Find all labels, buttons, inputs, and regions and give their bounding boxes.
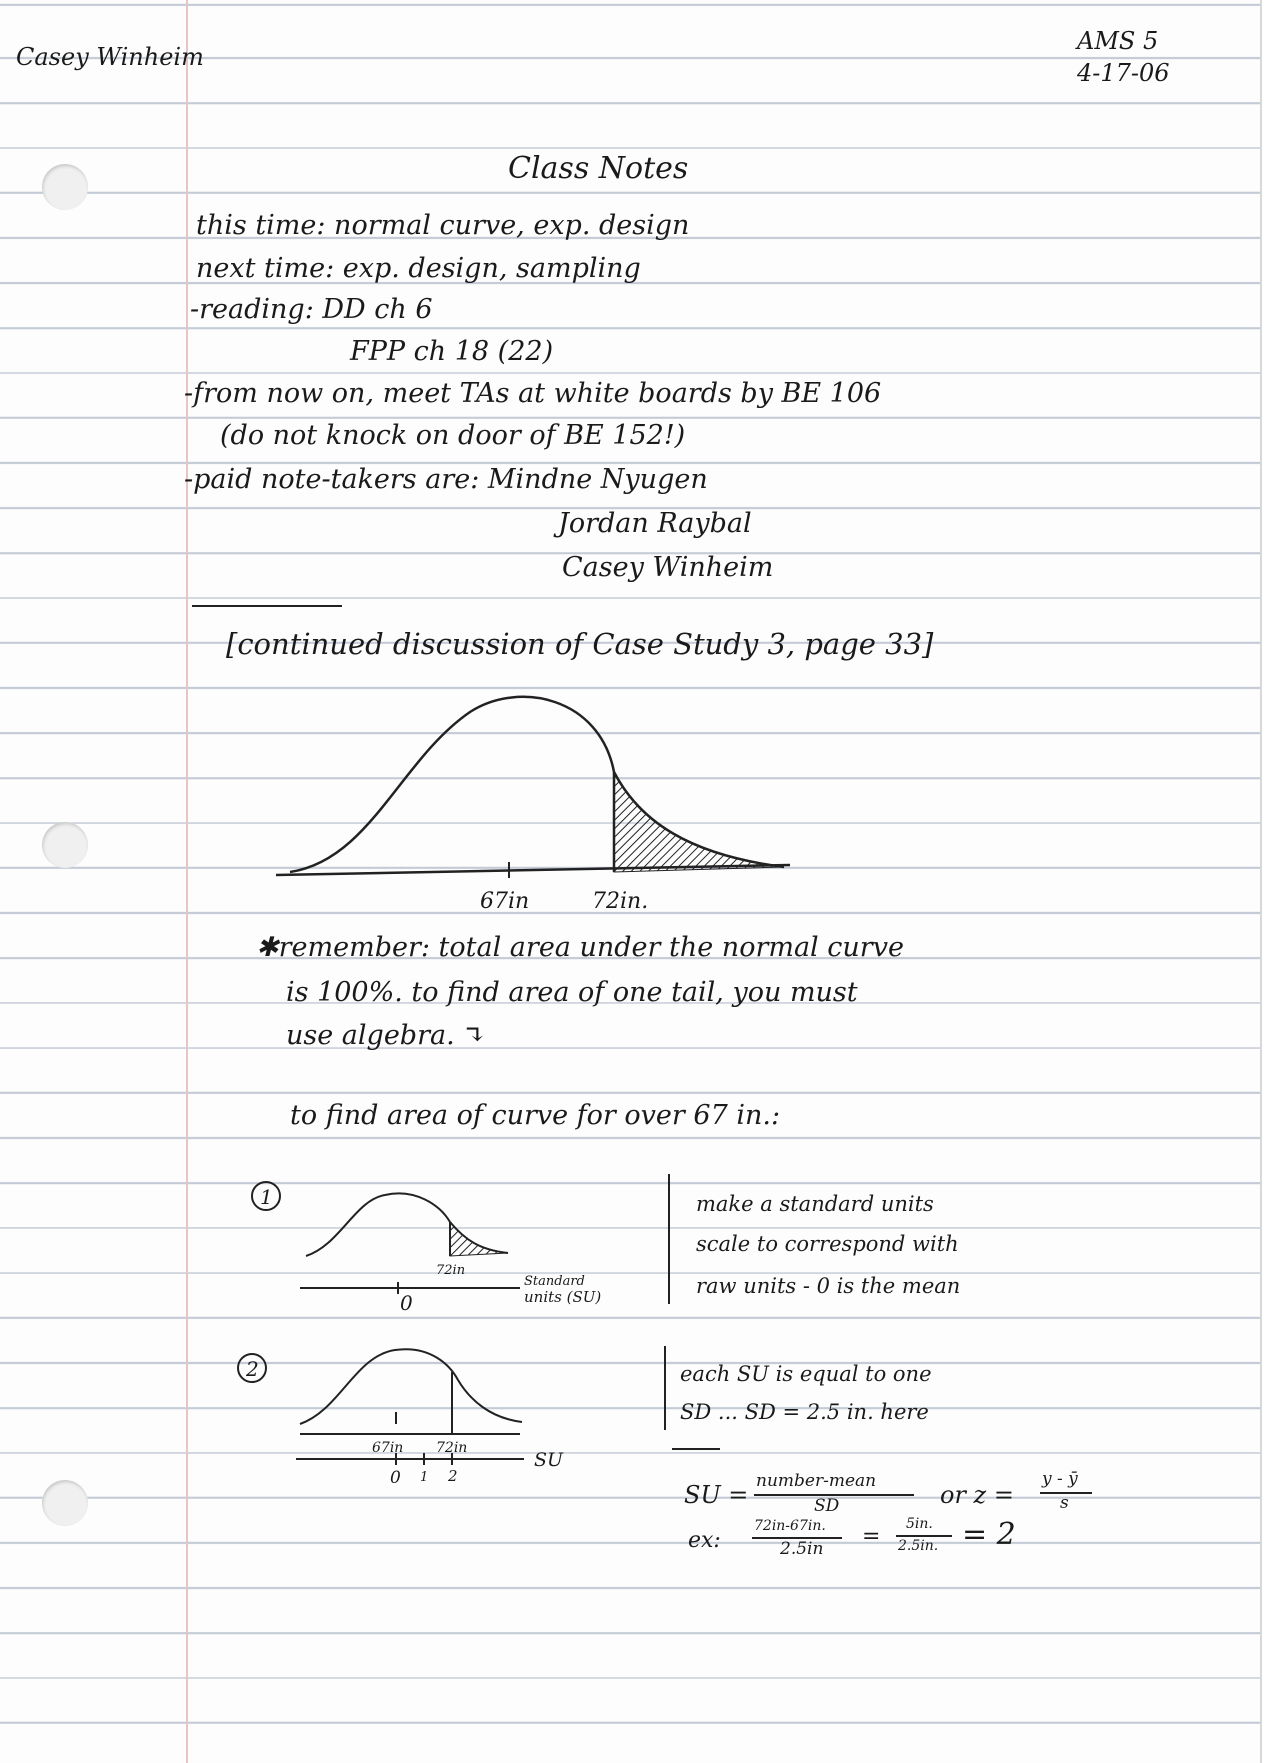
agenda-reading: -reading: DD ch 6 — [190, 294, 433, 325]
step-1-note-2: scale to correspond with — [696, 1232, 959, 1256]
step-1-zero-label: 0 — [400, 1291, 413, 1315]
step-1-cut-label: 72in — [436, 1263, 466, 1278]
step-1-number: 1 — [260, 1185, 273, 1209]
note-taker-jordan: Jordan Raybal — [558, 508, 752, 539]
note-taker-casey: Casey Winheim — [562, 552, 774, 583]
step-2-axis-label: SU — [534, 1449, 564, 1471]
step-1-note-3: raw units - 0 is the mean — [696, 1274, 961, 1298]
agenda-this-time: this time: normal curve, exp. design — [196, 210, 690, 241]
step-2-note-divider — [672, 1448, 720, 1450]
formula-lhs: SU = — [684, 1481, 749, 1509]
step-1-note-1: make a standard units — [696, 1192, 934, 1216]
step-2-curve-line — [300, 1349, 522, 1424]
example-fraction-bar-2 — [896, 1535, 952, 1537]
step-2-note-2: SD ... SD = 2.5 in. here — [680, 1400, 929, 1424]
example-denominator: 2.5in — [780, 1539, 824, 1559]
agenda-next-time: next time: exp. design, sampling — [196, 253, 641, 284]
step-1-axis-label-2: units (SU) — [524, 1288, 602, 1306]
formula-or-z: or z = — [940, 1481, 1014, 1509]
main-curve-cut-label: 72in. — [592, 889, 649, 914]
step-2-number: 2 — [246, 1357, 259, 1381]
step-2-raw-label-67: 67in — [372, 1440, 404, 1456]
formula-numerator: number-mean — [756, 1471, 877, 1491]
example-result: = 2 — [962, 1517, 1016, 1552]
step-2-su-label-2: 2 — [448, 1467, 458, 1485]
agenda-reading-fpp: FPP ch 18 (22) — [350, 336, 554, 367]
example-equals: = — [862, 1524, 881, 1549]
step-2-su-label-1: 1 — [420, 1470, 429, 1485]
example-numerator-2: 5in. — [906, 1516, 933, 1532]
step-2-su-label-0: 0 — [390, 1468, 401, 1488]
note-date: 4-17-06 — [1077, 59, 1170, 87]
page-title: Class Notes — [508, 151, 689, 186]
step-2-raw-label-72: 72in — [436, 1440, 468, 1456]
example-prefix: ex: — [688, 1528, 721, 1553]
remember-line-2: is 100%. to find area of one tail, you must — [286, 977, 858, 1008]
author-name: Casey Winheim — [16, 43, 204, 71]
remember-line-1: ✱remember: total area under the normal curve — [256, 932, 904, 963]
task-line: to find area of curve for over 67 in.: — [290, 1100, 781, 1131]
main-curve-mean-label: 67in — [480, 889, 530, 914]
agenda-door-note: (do not knock on door of BE 152!) — [220, 420, 686, 451]
step-2-divider — [664, 1346, 666, 1430]
formula-z-numerator: y - ȳ — [1042, 1469, 1078, 1489]
step-2-note-1: each SU is equal to one — [680, 1362, 932, 1386]
remember-line-3: use algebra. ↴ — [286, 1020, 486, 1051]
agenda-ta-location: -from now on, meet TAs at white boards by BE 106 — [184, 378, 882, 409]
course-code: AMS 5 — [1077, 27, 1159, 55]
example-numerator: 72in-67in. — [754, 1518, 826, 1534]
example-denominator-2: 2.5in. — [898, 1538, 939, 1554]
section-heading: [continued discussion of Case Study 3, page 33] — [226, 627, 934, 661]
agenda-note-takers: -paid note-takers are: Mindne Nyugen — [184, 464, 708, 495]
formula-denominator: SD — [814, 1496, 840, 1516]
formula-z-denominator: s — [1060, 1493, 1069, 1513]
step-1-axis-label-1: Standard — [524, 1274, 585, 1289]
